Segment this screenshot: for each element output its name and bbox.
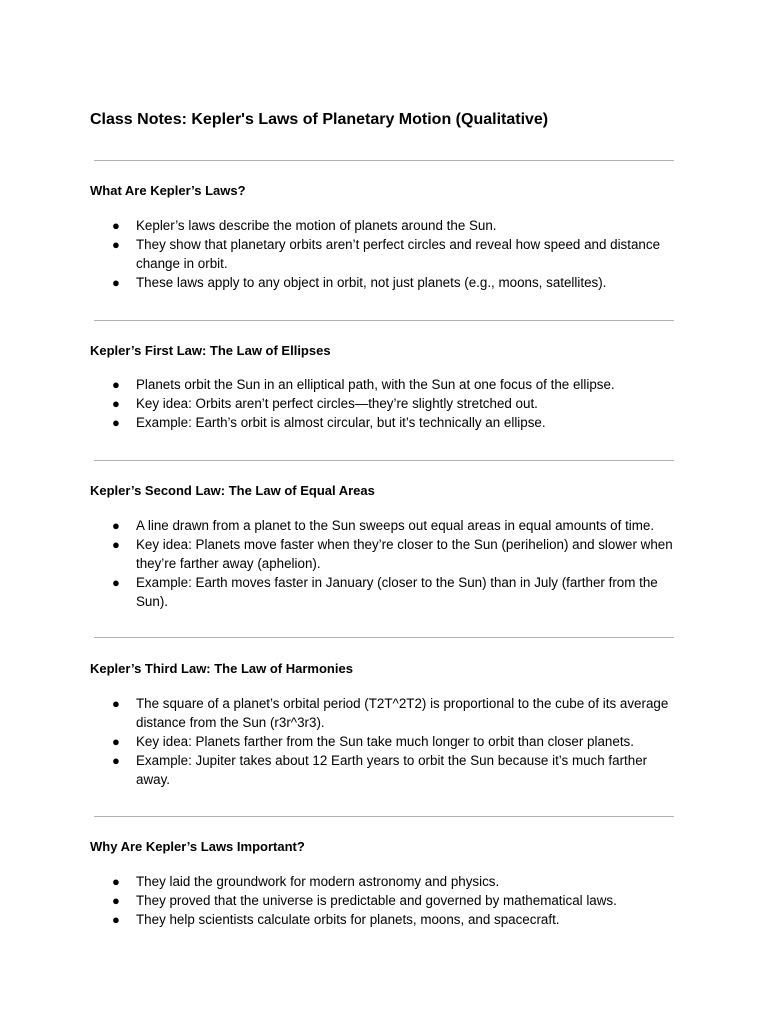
bullet-glyph: ● (112, 396, 120, 411)
list-item-text: They show that planetary orbits aren’t perfect circles and reveal how speed and distance change in orbit. (136, 237, 661, 271)
divider (94, 637, 674, 638)
list-item-text: A line drawn from a planet to the Sun sweeps out equal areas in equal amounts of time. (136, 518, 655, 533)
bullet-glyph: ● (112, 912, 120, 927)
bullet-glyph: ● (112, 537, 120, 552)
list-item (0, 516, 768, 535)
list-item (0, 573, 768, 611)
list-item-text: Planets orbit the Sun in an elliptical path, with the Sun at one focus of the ellipse. (136, 377, 615, 392)
divider (94, 460, 674, 461)
list-item-text: The square of a planet’s orbital period (T2T^2T2) is proportional to the cube of its average distance from the Sun (r3r^3r3). (136, 696, 669, 730)
list-item (0, 394, 768, 413)
list-item-text: Key idea: Planets move faster when they’re closer to the Sun (perihelion) and slower when they’re farther away (aphelion). (136, 537, 673, 571)
bullet-glyph: ● (112, 874, 120, 889)
list-item (0, 694, 768, 732)
bullet-glyph: ● (112, 275, 120, 290)
section-heading: What Are Kepler’s Laws? (90, 183, 246, 198)
bullet-list (0, 872, 768, 929)
list-item-text: Example: Earth’s orbit is almost circular, but it’s technically an ellipse. (136, 415, 546, 430)
list-item-text: They proved that the universe is predictable and governed by mathematical laws. (136, 893, 617, 908)
list-item-text: They help scientists calculate orbits for planets, moons, and spacecraft. (136, 912, 560, 927)
list-item (0, 891, 768, 910)
bullet-glyph: ● (112, 753, 120, 768)
bullet-list (0, 375, 768, 432)
bullet-glyph: ● (112, 237, 120, 252)
bullet-glyph: ● (112, 377, 120, 392)
page-title: Class Notes: Kepler's Laws of Planetary Motion (Qualitative) (90, 111, 549, 128)
list-item-text: These laws apply to any object in orbit, not just planets (e.g., moons, satellites). (136, 275, 607, 290)
list-item (0, 751, 768, 789)
list-item-text: Key idea: Orbits aren’t perfect circles—they’re slightly stretched out. (136, 396, 538, 411)
bullet-list (0, 516, 768, 611)
bullet-list (0, 216, 768, 292)
divider (94, 160, 674, 161)
section-heading: Kepler’s Third Law: The Law of Harmonies (90, 661, 353, 676)
list-item (0, 872, 768, 891)
list-item-text: Key idea: Planets farther from the Sun take much longer to orbit than closer planets. (136, 734, 634, 749)
section-heading: Kepler’s Second Law: The Law of Equal Areas (90, 483, 375, 498)
list-item-text: Example: Earth moves faster in January (closer to the Sun) than in July (farther from the Sun). (136, 575, 658, 609)
bullet-glyph: ● (112, 734, 120, 749)
list-item (0, 910, 768, 929)
divider (94, 816, 674, 817)
list-item-text: They laid the groundwork for modern astronomy and physics. (136, 874, 500, 889)
list-item-text: Kepler’s laws describe the motion of planets around the Sun. (136, 218, 497, 233)
bullet-glyph: ● (112, 415, 120, 430)
list-item (0, 535, 768, 573)
divider (94, 320, 674, 321)
bullet-list (0, 694, 768, 789)
bullet-glyph: ● (112, 893, 120, 908)
list-item (0, 732, 768, 751)
list-item (0, 375, 768, 394)
section-heading: Why Are Kepler’s Laws Important? (90, 839, 305, 854)
section-heading: Kepler’s First Law: The Law of Ellipses (90, 343, 331, 358)
bullet-glyph: ● (112, 696, 120, 711)
bullet-glyph: ● (112, 518, 120, 533)
bullet-glyph: ● (112, 218, 120, 233)
list-item (0, 235, 768, 273)
list-item (0, 413, 768, 432)
list-item-text: Example: Jupiter takes about 12 Earth years to orbit the Sun because it’s much farther away. (136, 753, 648, 787)
bullet-glyph: ● (112, 575, 120, 590)
list-item (0, 216, 768, 235)
list-item (0, 273, 768, 292)
